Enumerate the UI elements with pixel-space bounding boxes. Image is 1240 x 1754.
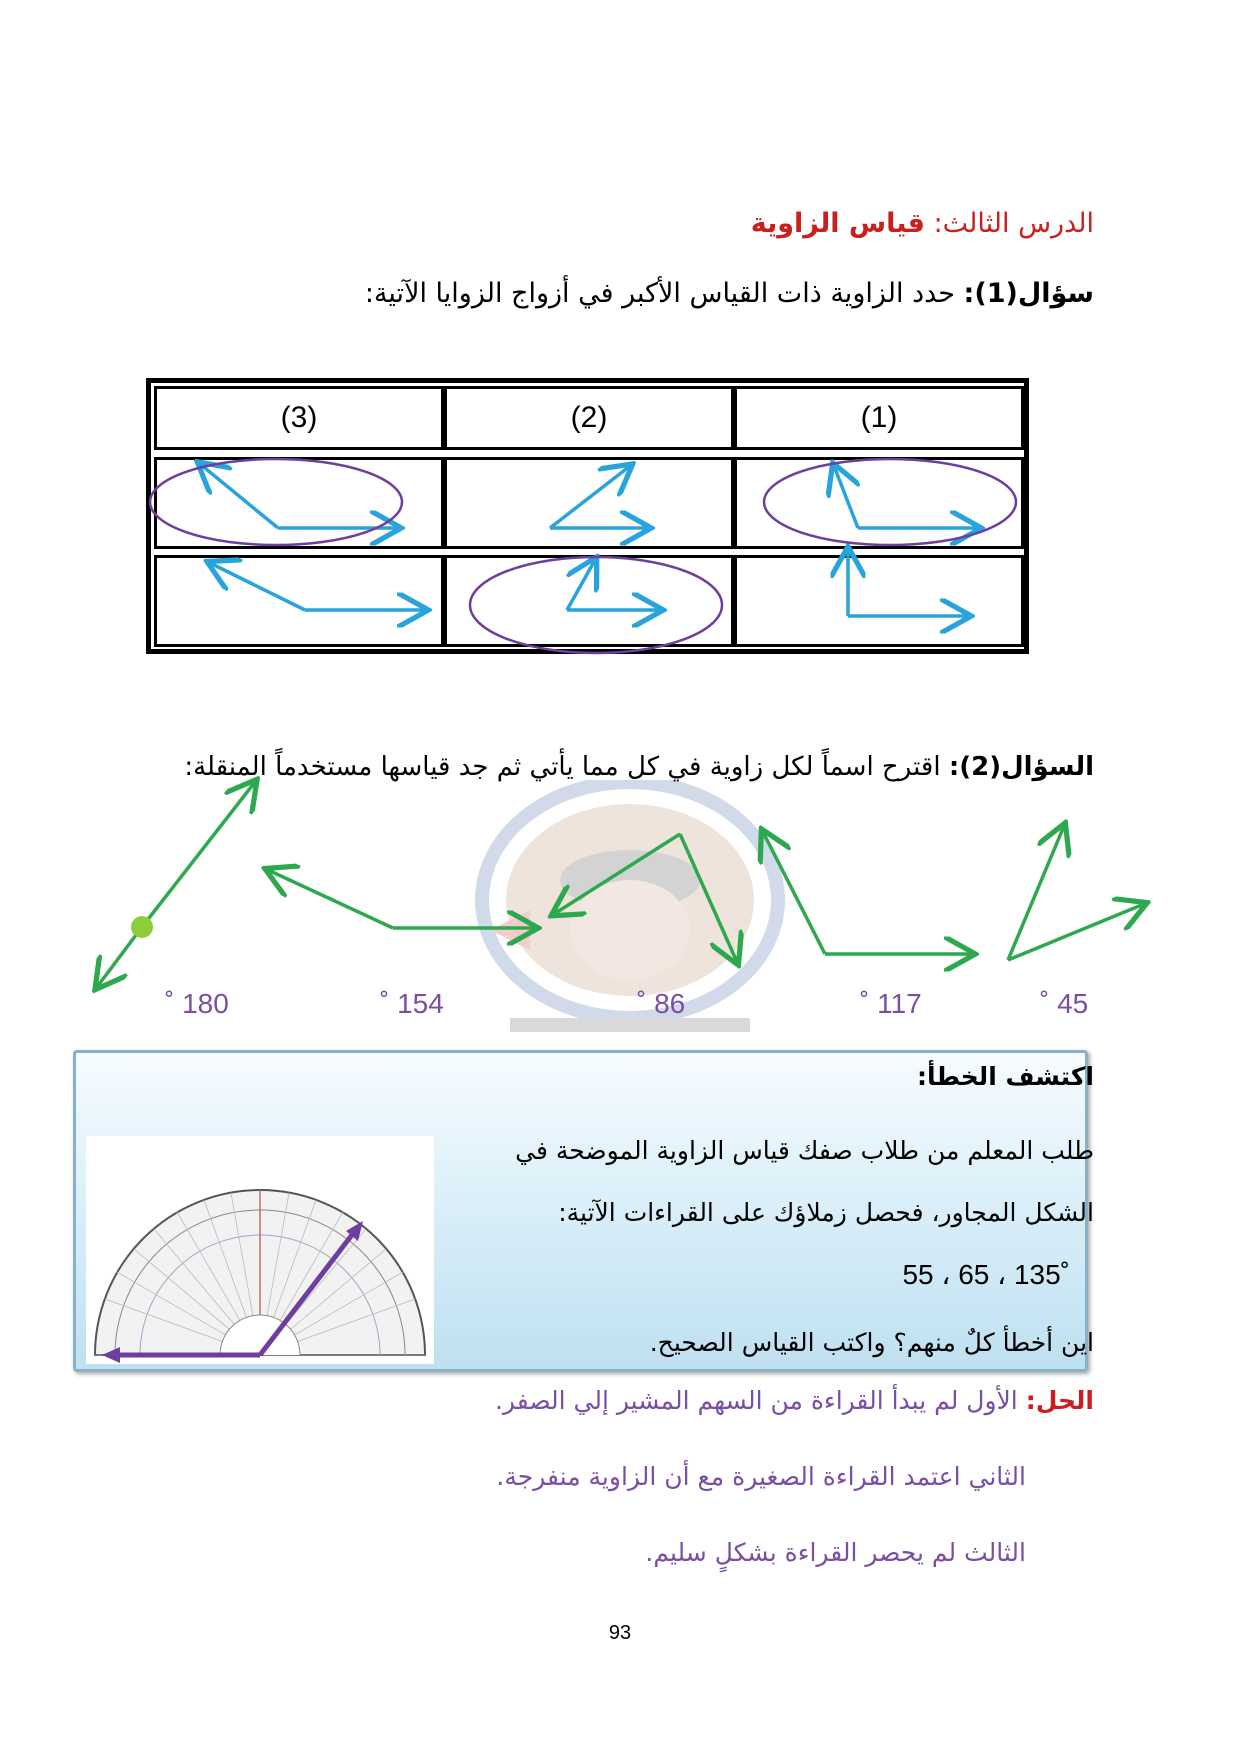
angle-ray bbox=[567, 560, 595, 610]
question-2-label: السؤال(2): bbox=[948, 752, 1094, 782]
solution-third: الثالث لم يحصر القراءة بشكلٍ سليم. bbox=[645, 1538, 1026, 1567]
measure-117: ˚ 117 bbox=[860, 988, 922, 1019]
find-error-line-2: الشكل المجاور، فحصل زملاؤك على القراءات الآتية: bbox=[558, 1198, 1094, 1227]
measure-45: ˚ 45 bbox=[1040, 988, 1089, 1019]
angle-ray bbox=[554, 834, 680, 914]
table-angle-drawings bbox=[0, 0, 1240, 700]
angle-ray bbox=[680, 834, 737, 962]
find-error-title: اكتشف الخطأ: bbox=[917, 1062, 1094, 1091]
question-2-angles bbox=[0, 740, 1240, 1000]
answer-ellipse bbox=[764, 459, 1016, 545]
table-header-2: (2) bbox=[444, 386, 734, 450]
question-1-label: سؤال(1): bbox=[963, 278, 1094, 309]
answer-ellipse bbox=[470, 557, 722, 653]
find-error-line-3: اين أخطأ كلٌ منهم؟ واكتب القياس الصحيح. bbox=[649, 1328, 1094, 1357]
measure-86: ˚ 86 bbox=[637, 988, 686, 1019]
angle-ray bbox=[834, 466, 858, 528]
angle-ray bbox=[763, 832, 825, 954]
readings: 55 ، 65 ، 135˚ bbox=[902, 1259, 1070, 1290]
solution-first bbox=[495, 1386, 1094, 1415]
solution-second: الثاني اعتمد القراءة الصغيرة مع أن الزاوية منفرجة. bbox=[496, 1462, 1026, 1491]
answer-ellipse bbox=[150, 459, 402, 545]
solution-first-text: الأول لم يبدأ القراءة من السهم المشير إلي الصفر. bbox=[494, 1386, 1026, 1415]
solution-label: الحل: bbox=[1025, 1386, 1094, 1415]
angle-ray bbox=[550, 466, 630, 528]
lesson-prefix: الدرس الثالث: bbox=[924, 208, 1094, 239]
measure-180: ˚ 180 bbox=[165, 988, 229, 1019]
vertex-dot bbox=[131, 916, 153, 938]
angle-ray bbox=[142, 782, 255, 927]
protractor-figure bbox=[86, 1136, 434, 1364]
measure-154: ˚ 154 bbox=[380, 988, 444, 1019]
question-2-text: اقترح اسماً لكل زاوية في كل مما يأتي ثم جد قياسها مستخدماً المنقلة: bbox=[184, 752, 949, 782]
angle-ray bbox=[200, 464, 278, 528]
question-1-text: حدد الزاوية ذات القياس الأكبر في أزواج الزوايا الآتية: bbox=[364, 278, 964, 309]
angle-ray bbox=[97, 927, 142, 987]
table-header-1: (1) bbox=[734, 386, 1024, 450]
lesson-name: قياس الزاوية bbox=[750, 208, 925, 239]
angle-ray bbox=[268, 870, 393, 928]
table-header-3: (3) bbox=[154, 386, 444, 450]
find-error-line-1: طلب المعلم من طلاب صفك قياس الزاوية الموضحة في bbox=[515, 1136, 1094, 1165]
angle-ray bbox=[210, 563, 305, 610]
page-number: 93 bbox=[608, 1622, 632, 1644]
